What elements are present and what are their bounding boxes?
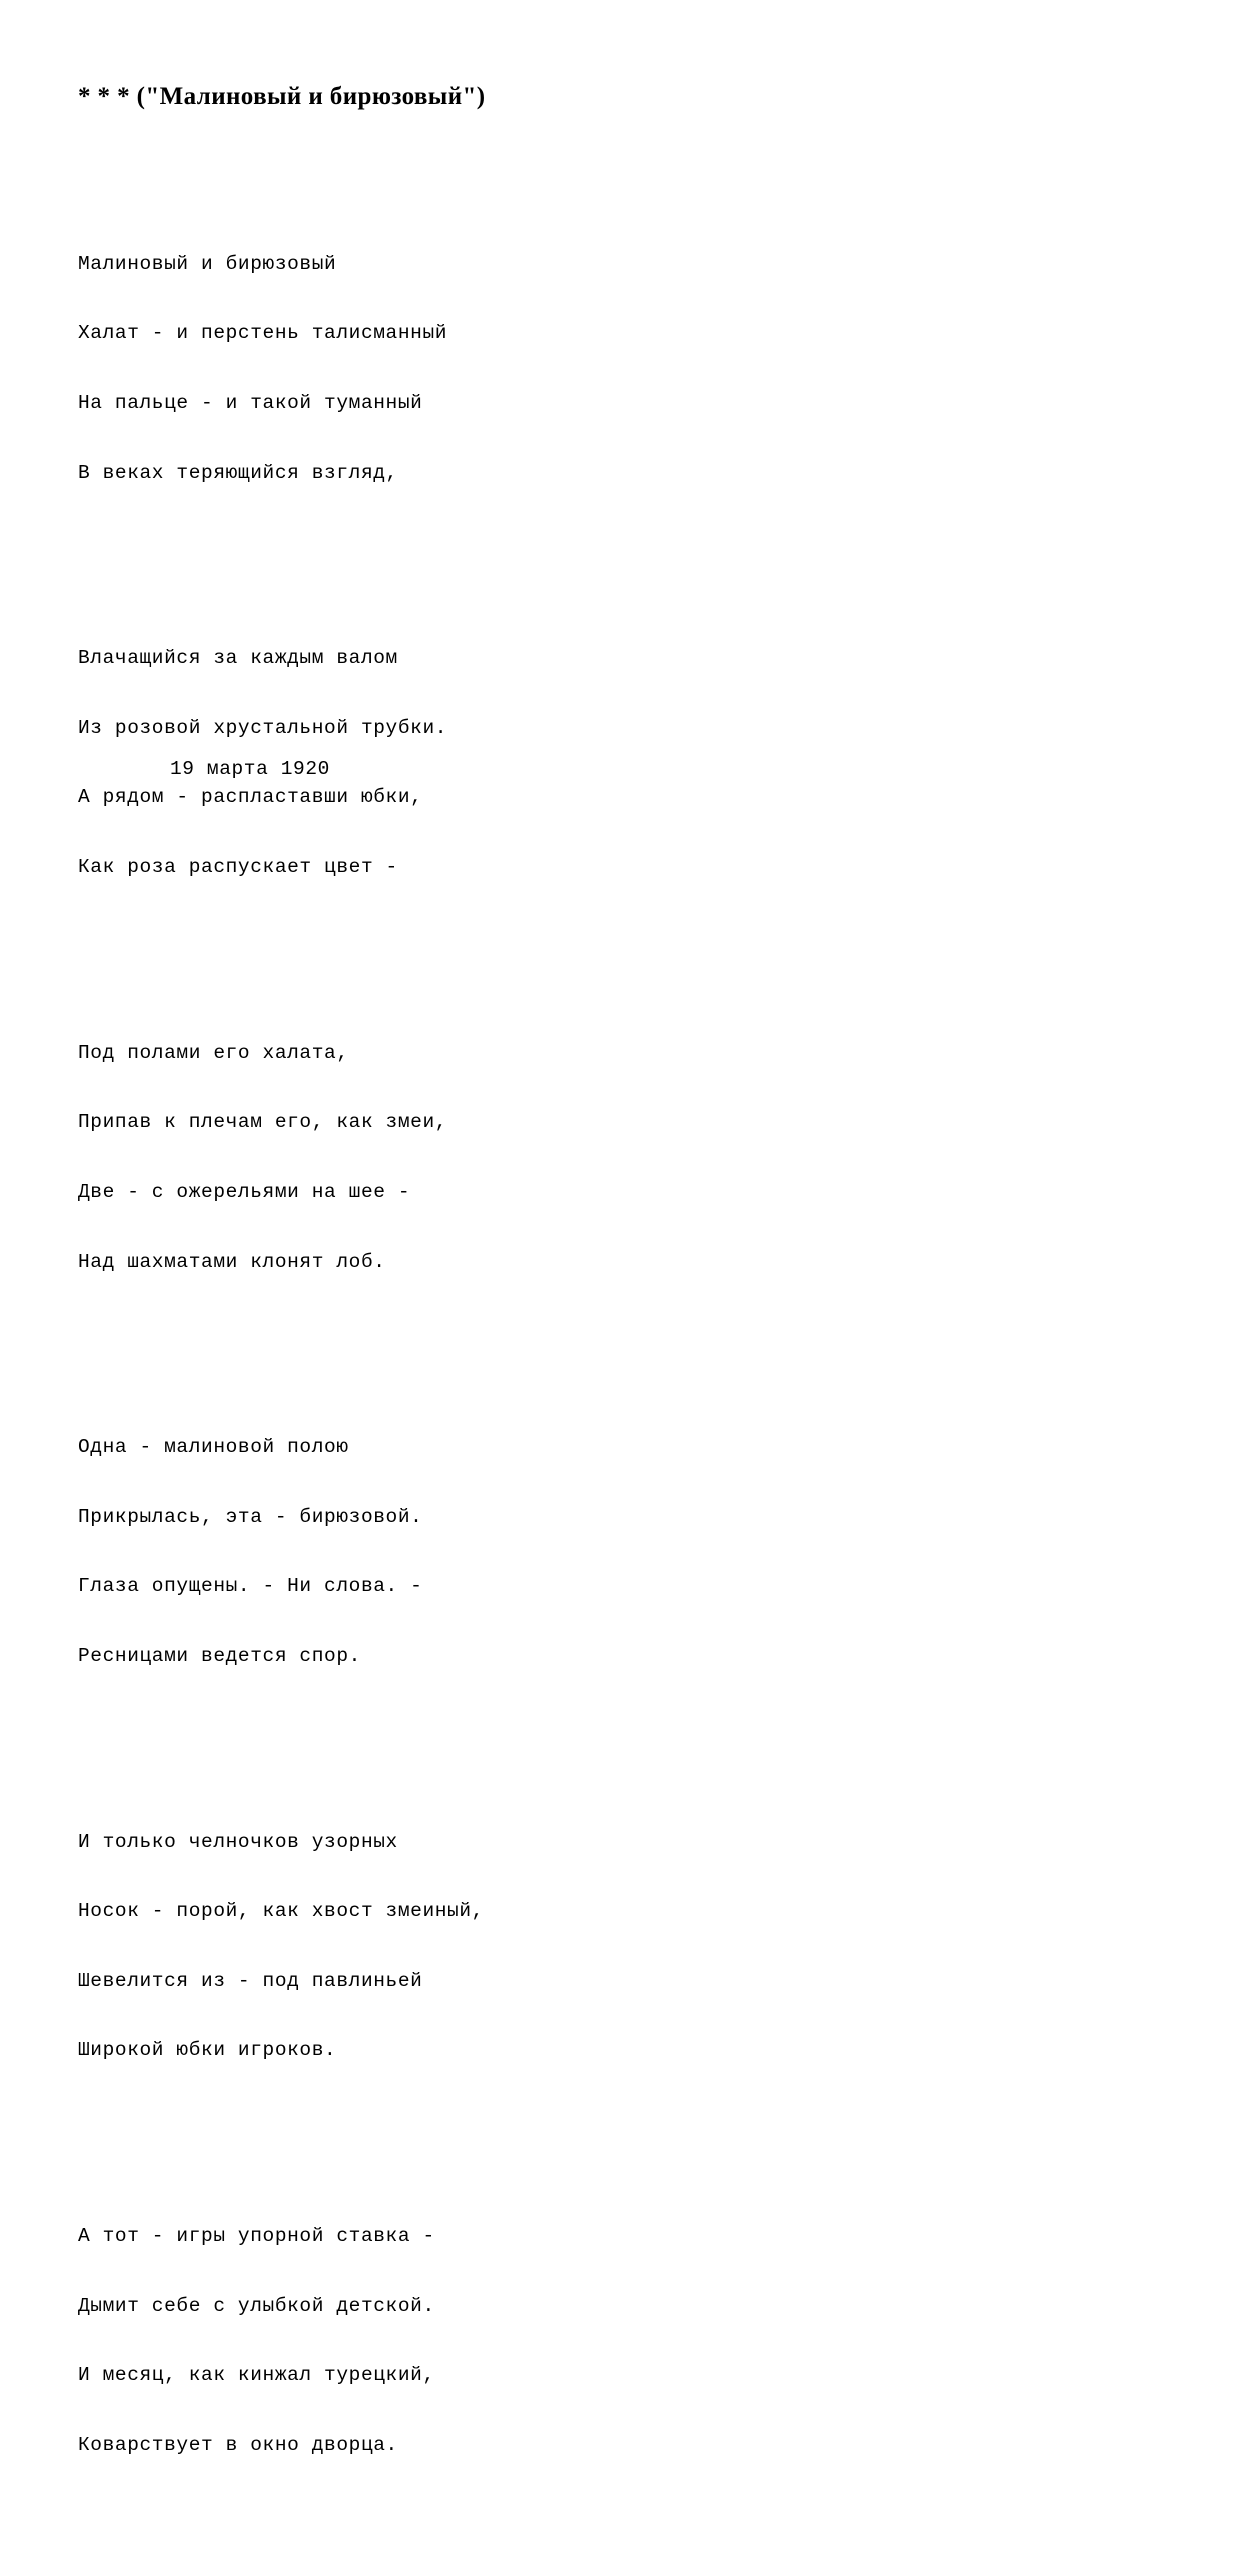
- poem-line: Широкой юбки игроков.: [78, 2039, 337, 2062]
- poem-stanza: [78, 2179, 484, 2504]
- poem-line: Под полами его халата,: [78, 1041, 349, 1064]
- poem-line: Халат - и перстень талисманный: [78, 322, 448, 345]
- poem-stanza: [78, 995, 484, 1320]
- poem-line: А тот - игры упорной ставка -: [78, 2225, 435, 2247]
- poem-line: А рядом - распластавши юбки,: [78, 786, 423, 809]
- poem-line: Из розовой хрустальной трубки.: [78, 716, 448, 739]
- poem-line: Как роза распускает цвет -: [78, 856, 398, 879]
- poem-stanza: [78, 1784, 484, 2109]
- poem-line: На пальце - и такой туманный: [78, 392, 423, 415]
- poem-date: 19 марта 1920: [170, 758, 330, 780]
- poem-line: Коварствует в окно дворца.: [78, 2433, 398, 2456]
- page-title: * * * ("Малиновый и бирюзовый"): [78, 82, 486, 110]
- poem-line: Глаза опущены. - Ни слова. -: [78, 1575, 423, 1598]
- poem-line: Малиновый и бирюзовый: [78, 252, 337, 275]
- poem-line: И месяц, как кинжал турецкий,: [78, 2364, 435, 2387]
- poem-stanza: [78, 206, 484, 531]
- poem-stanza: [78, 1390, 484, 1715]
- poem-line: Носок - порой, как хвост змеиный,: [78, 1900, 484, 1923]
- poem-line: Влачащийся за каждым валом: [78, 647, 398, 670]
- poem-line: Припав к плечам его, как змеи,: [78, 1111, 448, 1134]
- poem-line: Ресницами ведется спор.: [78, 1644, 361, 1667]
- poem-line: Одна - малиновой полою: [78, 1436, 349, 1459]
- poem-line: Дымит себе с улыбкой детской.: [78, 2294, 435, 2317]
- poem-line: Над шахматами клонят лоб.: [78, 1250, 386, 1273]
- poem-text: [78, 160, 484, 2550]
- poem-line: Шевелится из - под павлиньей: [78, 1969, 423, 1992]
- poem-line: Прикрылась, эта - бирюзовой.: [78, 1505, 423, 1528]
- poem-line: Две - с ожерельями на шее -: [78, 1180, 411, 1203]
- poem-line: И только челночков узорных: [78, 1830, 398, 1853]
- poem-line: В веках теряющийся взгляд,: [78, 461, 398, 484]
